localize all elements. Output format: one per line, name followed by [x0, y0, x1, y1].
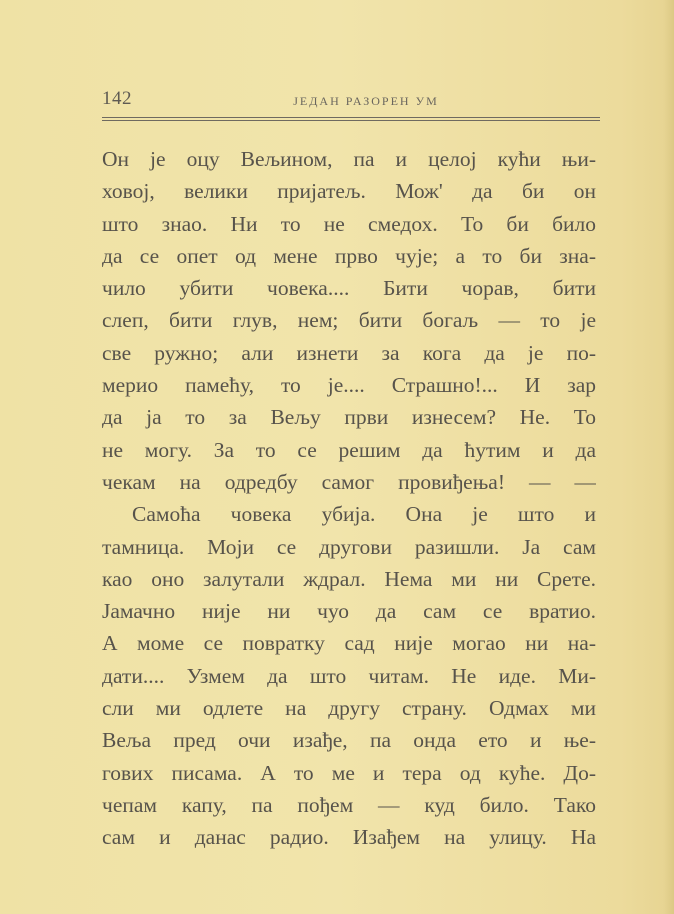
text-line: чило убити човека.... Бити чорав, бити: [102, 276, 596, 301]
page-edge: [664, 0, 674, 914]
running-title: ЈЕДАН РАЗОРЕН УМ: [293, 94, 439, 108]
text-line: гових писама. А то ме и тера од куће. До-: [102, 760, 596, 785]
text-line: да ја то за Вељу први изнесем? Не. То: [102, 405, 596, 430]
text-line: слеп, бити глув, нем; бити богаљ — то је: [102, 308, 596, 333]
text-line: А моме се повратку сад није могао ни на-: [102, 631, 596, 656]
text-line: да се опет од мене прво чује; а то би зна-: [102, 243, 596, 268]
text-line: као оно залутали ждрал. Нема ми ни Срете.: [102, 566, 596, 591]
text-line: дати.... Узмем да што читам. Не иде. Ми-: [102, 663, 596, 688]
text-line: ховој, велики пријатељ. Мож' да би он: [102, 179, 596, 204]
text-line: што знао. Ни то не смедох. То би било: [102, 211, 596, 236]
header-rule-top: [102, 117, 600, 118]
page-header: [102, 88, 600, 118]
text-line: сам и данас радио. Изађем на улицу. На: [102, 825, 596, 850]
text-line: све ружно; али изнети за кога да је по-: [102, 340, 596, 365]
text-line: мерио памећу, то је.... Страшно!... И зар: [102, 373, 596, 398]
text-line: тамница. Моји се другови разишли. Ја сам: [102, 534, 596, 559]
text-line: чепам капу, па пођем — куд било. Тако: [102, 792, 596, 817]
text-line: не могу. За то се решим да ћутим и да: [102, 437, 596, 462]
header-rule-bottom: [102, 120, 600, 121]
text-line: чекам на одредбу самог провиђења! — —: [102, 469, 596, 494]
paragraph-start-line: Самоћа човека убија. Она је што и: [132, 502, 596, 527]
text-line: Веља пред очи изађе, па онда ето и ње-: [102, 728, 596, 753]
body-text: [102, 143, 596, 854]
text-line: сли ми одлете на другу страну. Одмах ми: [102, 696, 596, 721]
page-number: 142: [102, 88, 132, 109]
text-line: Јамачно није ни чуо да сам се вратио.: [102, 599, 596, 624]
text-line: Он је оцу Вељином, па и целој кући њи-: [102, 147, 596, 171]
